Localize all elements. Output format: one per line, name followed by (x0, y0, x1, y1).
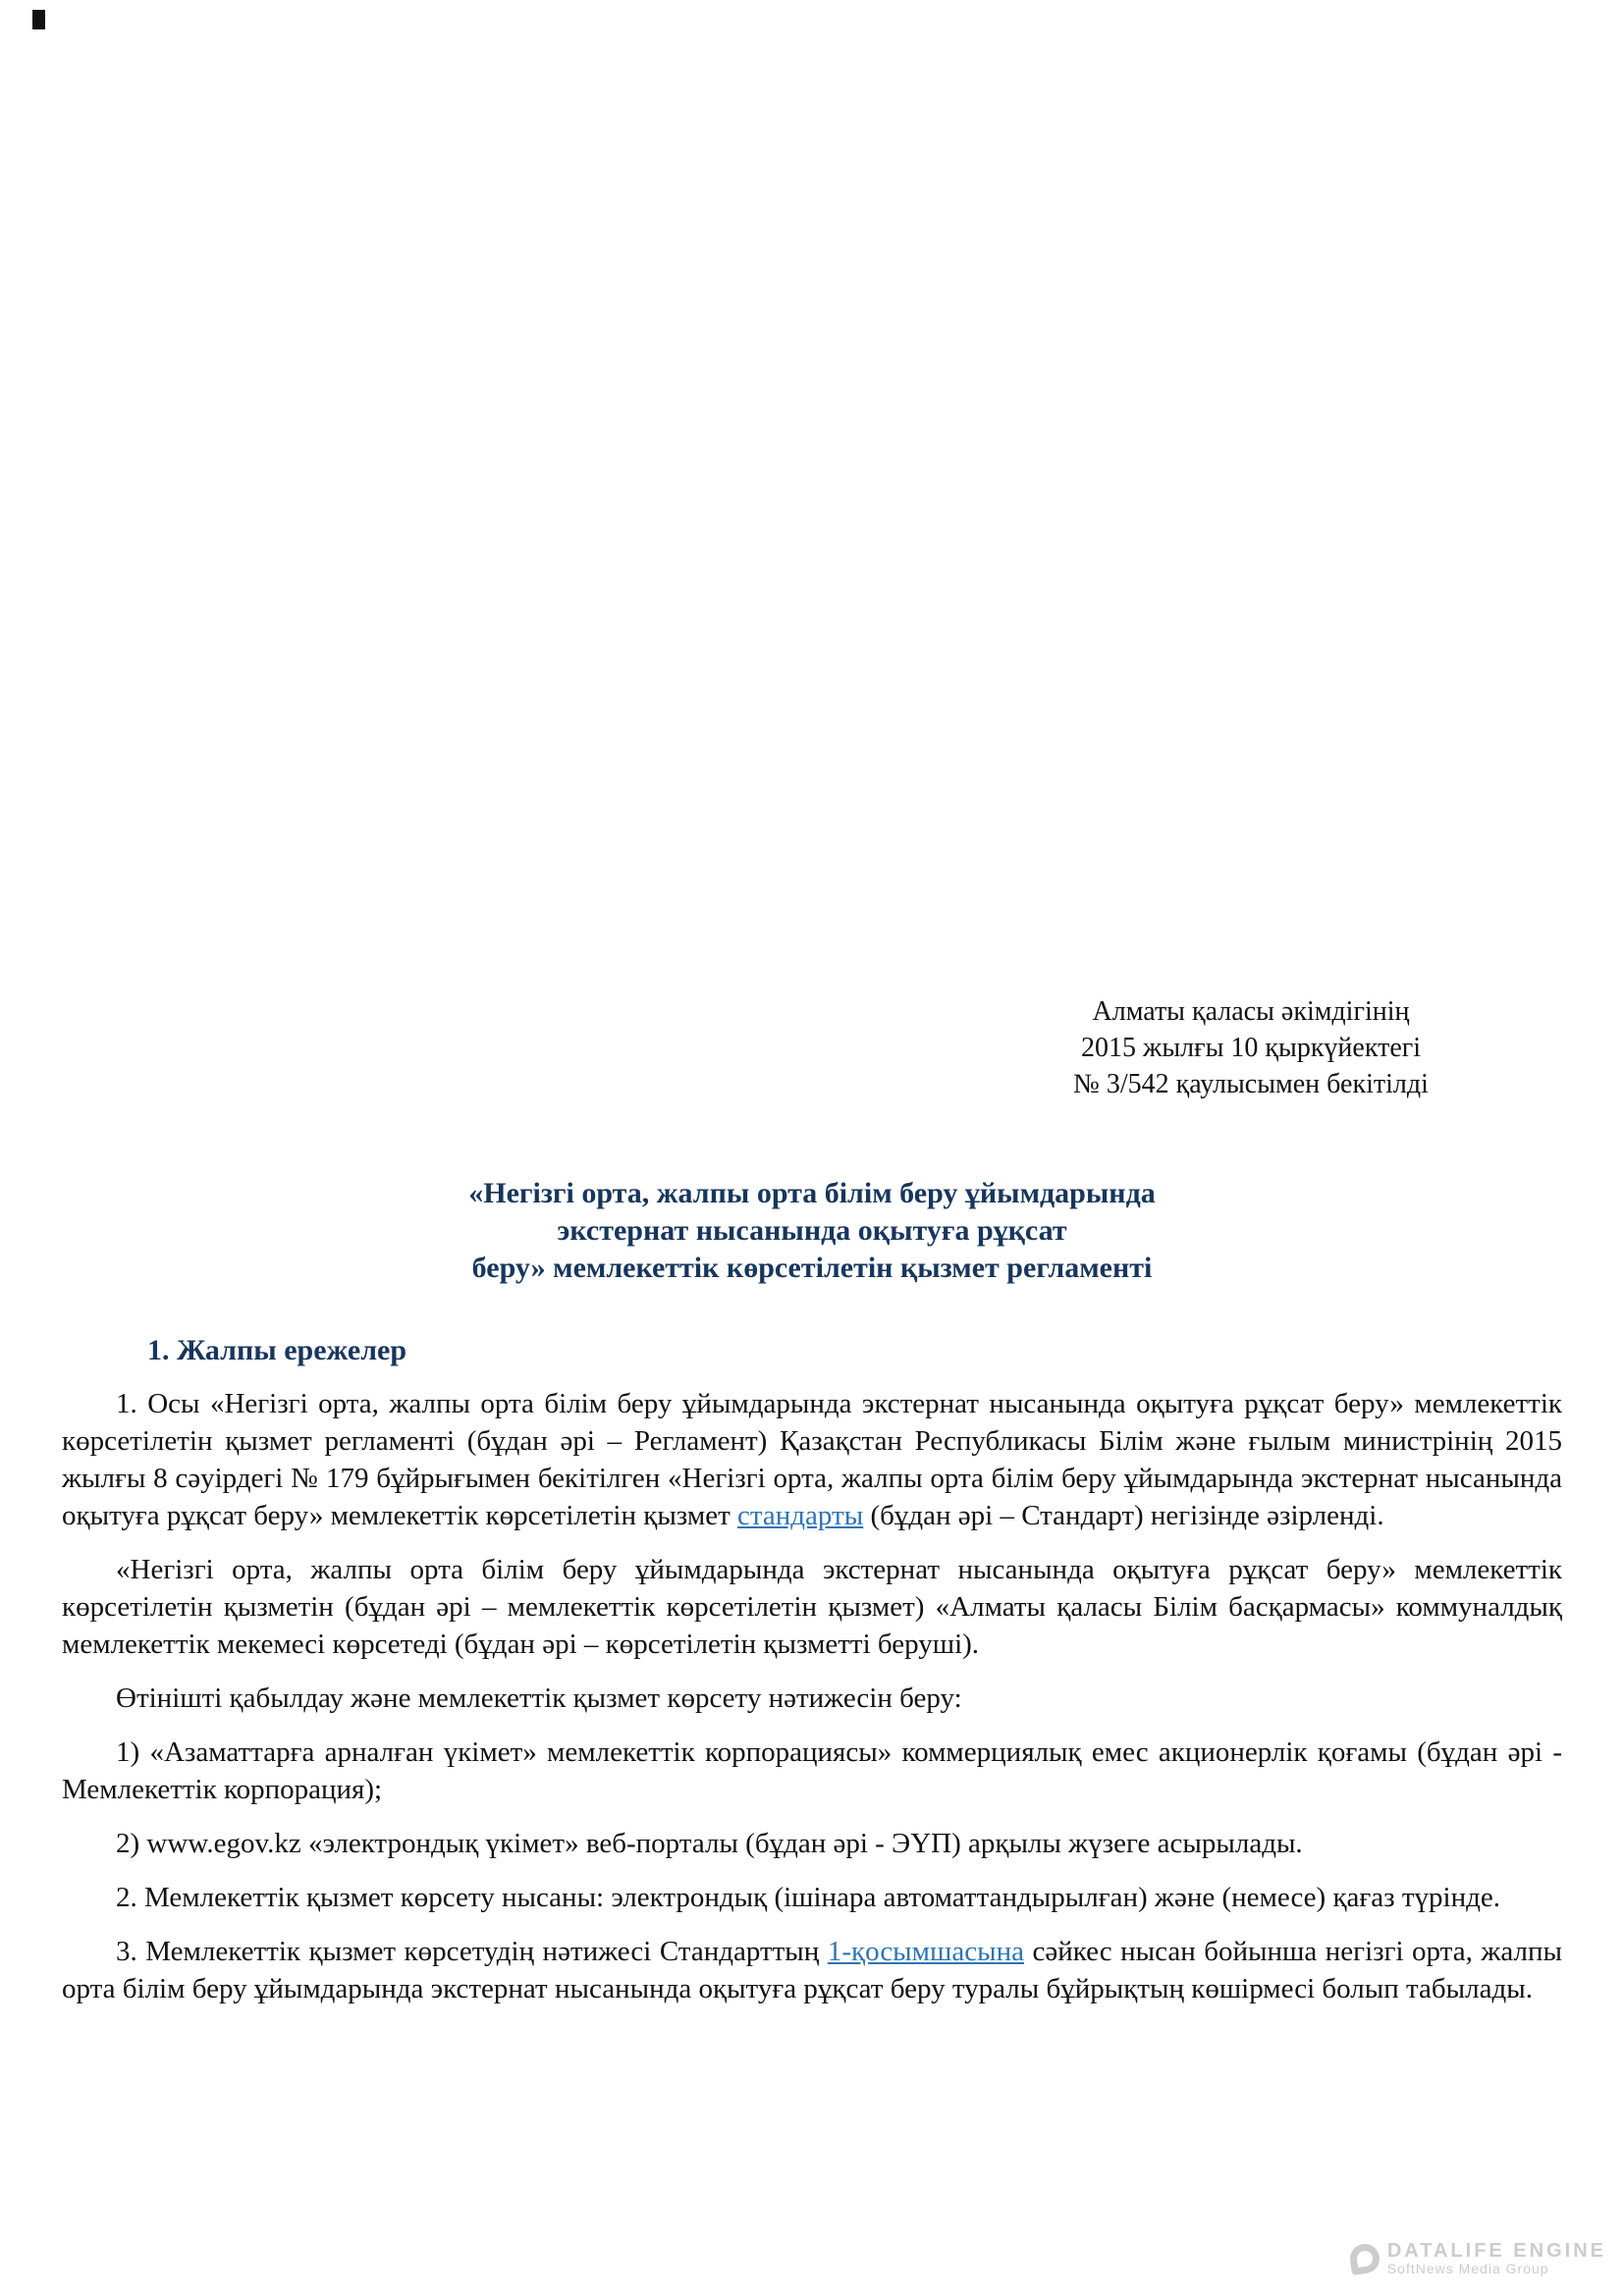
section-heading: 1. Жалпы ережелер (147, 1334, 407, 1366)
paragraph-text: сәйкес нысан бойынша негізгі орта, жалпы орта білім беру ұйымдарында экстернат нысанында оқытуға рұқсат беру туралы бұйрықтың көшірмесі болып табылады. (62, 1936, 1562, 2004)
approval-line: 2015 жылғы 10 қыркүйектегі (1080, 1033, 1422, 1063)
paragraph-2: «Негізгі орта, жалпы орта білім беру ұйымдарында экстернат нысанында оқытуға рұқсат беру» мемлекеттік көрсетілетін қызметін (бұдан әрі – мемлекеттік көрсетілетін қызмет) «Алматы қаласы Білім басқармасы» коммуналдық мемлекеттік мекемесі көрсетеді (бұдан әрі – көрсетілетін қызметті беруші). (62, 1554, 1562, 1660)
document-title (62, 1175, 1562, 1287)
title-line: экстернат нысанында оқытуға рұқсат (557, 1214, 1067, 1247)
datalife-engine-logo-icon (1348, 2242, 1381, 2275)
document-content (62, 993, 1562, 2007)
approval-line: Алматы қаласы әкімдігінің (1092, 996, 1410, 1027)
paragraph-7 (62, 1933, 1562, 2007)
title-line: «Негізгі орта, жалпы орта білім беру ұйымдарында (468, 1177, 1156, 1209)
scan-artifact-mark (32, 10, 45, 29)
watermark-brand: DATALIFE ENGINE (1386, 2240, 1606, 2262)
paragraph-6: 2. Мемлекеттік қызмет көрсету нысаны: электрондық (ішінара автоматтандырылған) және (немесе) қағаз түрінде. (116, 1882, 1501, 1913)
appendix-1-link[interactable]: 1-қосымшасына (827, 1936, 1024, 1967)
paragraph-4: 1) «Азаматтарға арналған үкімет» мемлекеттік корпорациясы» коммерциялық емес акционерлік қоғамы (бұдан әрі - Мемлекеттік корпорация); (62, 1736, 1562, 1805)
paragraph-text: 1. Осы «Негізгі орта, жалпы орта білім беру ұйымдарында экстернат нысанында оқытуға рұқсат беру» мемлекеттік көрсетілетін қызмет регламенті (бұдан әрі – Регламент) Қазақстан Республикасы Білім және ғылым министрінің 2015 жылғы 8 сәуірдегі № 179 бұйрығымен бекітілген «Негізгі орта, жалпы орта білім беру ұйымдарында экстернат нысанында оқытуға рұқсат беру» мемлекеттік көрсетілетін қызмет (62, 1388, 1562, 1531)
title-line: беру» мемлекеттік көрсетілетін қызмет регламенті (471, 1252, 1153, 1284)
watermark-text (1387, 2241, 1606, 2276)
approval-line: № 3/542 қаулысымен бекітілді (1073, 1069, 1429, 1099)
paragraph-3: Өтінішті қабылдау және мемлекеттік қызмет көрсету нәтижесін беру: (116, 1682, 962, 1714)
approval-block (1010, 993, 1491, 1102)
paragraph-text: 3. Мемлекеттік қызмет көрсетудің нәтижесі Стандарттың (116, 1936, 828, 1967)
paragraph-5: 2) www.egov.kz «электрондық үкімет» веб-порталы (бұдан әрі - ЭҮП) арқылы жүзеге асырылады. (116, 1828, 1303, 1859)
paragraph-text: (бұдан әрі – Стандарт) негізінде әзірленді. (863, 1500, 1384, 1531)
watermark-subtitle: SoftNews Media Group (1386, 2261, 1549, 2276)
datalife-engine-watermark (1350, 2241, 1606, 2276)
standard-link[interactable]: стандарты (737, 1500, 864, 1531)
paragraph-1 (62, 1385, 1562, 1534)
